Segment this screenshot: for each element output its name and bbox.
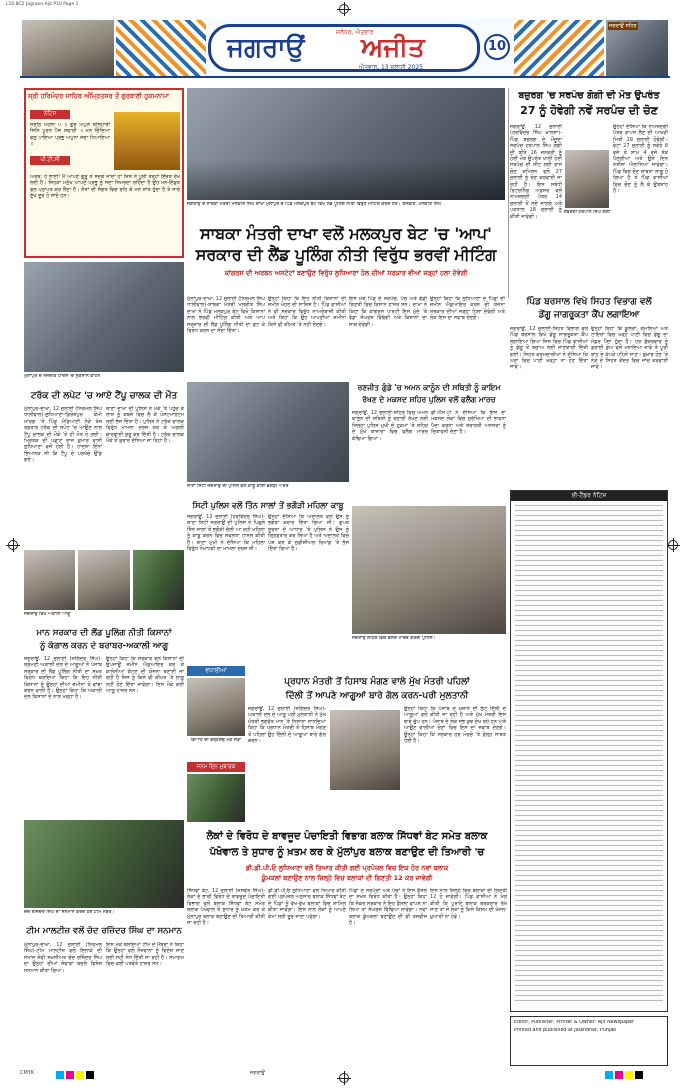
masthead-pattern-left	[116, 20, 206, 76]
flag-march-photo	[352, 506, 506, 634]
registration-mark-left	[8, 540, 18, 550]
color-swatch-black	[86, 1071, 94, 1079]
woman-story-col-2: ਉਨ੍ਹਾਂ ਦੱਸਿਆ ਕਿ ਅਦਾਲਤ ਵਲੋਂ ਉਸ ਨੂੰ ਭਗੌੜਾ ਕਰਾਰ ਦਿੱਤਾ ਗਿਆ ਸੀ। ਗੁਪਤ ਸੂਚਨਾ ਦੇ ਆਧਾਰ 'ਤੇ ਪੁਲਿਸ ਨੇ ਉਸ ਨੂੰ ਗ੍ਰਿਫ਼ਤਾਰ ਕਰ ਲਿਆ ਹੈ ਅਤੇ ਅਦਾਲਤ ਵਿਚ ਪੇਸ਼ ਕਰ ਕੇ ਜੁਡੀਸ਼ੀਅਲ ਰਿਮਾਂਡ 'ਤੇ ਭੇਜ ਦਿੱਤਾ ਗਿਆ ਹੈ।	[268, 514, 349, 553]
bottom-color-mode: CMYK	[20, 1070, 35, 1076]
pm-headline-1: ਪ੍ਰਧਾਨ ਮੰਤਰੀ ਤੋਂ ਹਿਸਾਬ ਮੰਗਣ ਵਾਲੇ ਮੁੱਖ ਮੰਤਰੀ ਪਹਿਲਾਂ	[284, 677, 470, 687]
tender-notice-header: ਈ-ਟੈਂਡਰ ਨੋਟਿਸ	[511, 491, 667, 501]
sarpanch-story-col-3: ਉਨ੍ਹਾਂ ਦੱਸਿਆ ਕਿ ਨਾਮਜ਼ਦਗੀ ਪੱਤਰ ਵਾਪਸ ਲੈਣ ਦੀ ਆਖ਼ਰੀ ਮਿਤੀ 19 ਜੁਲਾਈ ਹੋਵੇਗੀ। ਵੋਟਾਂ 27 ਜੁਲਾਈ ਨੂੰ ਸਵੇਰੇ 8 ਵਜੇ ਤੋਂ ਸ਼ਾਮ 4 ਵਜੇ ਤੱਕ ਪੈਣਗੀਆਂ ਅਤੇ ਉਸੇ ਦਿਨ ਨਤੀਜਾ ਐਲਾਨਿਆ ਜਾਵੇਗਾ। ਪਿੰਡ ਵਿਚ ਚੋਣ ਜ਼ਾਬਤਾ ਲਾਗੂ ਹੋ ਗਿਆ ਹੈ ਤੇ ਪਿੰਡ ਵਾਸੀਆਂ ਵਿਚ ਚੋਣ ਨੂੰ ਲੈ ਕੇ ਉਤਸ਼ਾਹ ਹੈ।	[613, 124, 668, 195]
masthead-title-right: ਅਜੀਤ	[361, 33, 425, 63]
imprint-line-1: Editor, Publisher, Printer & Owner: Ajit Newspaper	[514, 1020, 635, 1025]
dengue-headline-2: ਡੇਂਗੂ ਜਾਗਰੂਕਤਾ ਕੈਂਪ ਲਗਾਇਆ	[538, 310, 640, 320]
main-story-header	[187, 224, 505, 290]
block-headline-2: ਪੱਖੋਵਾਲ ਤੇ ਸੁਧਾਰ ਨੂੰ ਖ਼ਤਮ ਕਰ ਕੇ ਮੁੱਲਾਂਪੁਰ ਬਲਾਕ ਬਣਾਉਣ ਦੀ ਤਿਆਰੀ 'ਚ	[209, 847, 485, 858]
akali-leaders-photos	[24, 550, 184, 610]
block-subhead-1: ਡੀ.ਡੀ.ਪੀ.ਓ ਲੁਧਿਆਣਾ ਵਲੋਂ ਤਿਆਰ ਕੀਤੀ ਗਈ ਪ੍ਰਪੋਜ਼ਲ ਵਿਚ ਇਕ ਹੋਰ ਨਵਾਂ ਬਲਾਕ	[245, 864, 449, 872]
flag-march-col-1: ਜਗਰਾਉਂ, 12 ਜੁਲਾਈ-ਸ਼ਹਿਰ ਵਿਚ ਅਮਨ ਕਾਨੂੰਨ ਦੀ ਸਥਿਤੀ ਨੂੰ ਬਣਾਈ ਰੱਖਣ ਲਈ ਜ਼ਿਲ੍ਹਾ ਪੁਲਿਸ ਮੁਖੀ ਦੇ ਹੁਕਮਾਂ 'ਤੇ ਸ਼ਹਿਰ ਦੇ ਮੁੱਖ ਬਾਜ਼ਾਰਾਂ ਵਿਚ ਫਲੈਗ ਮਾਰਚ ਕੱਢਿਆ ਗਿਆ।	[352, 410, 428, 442]
hukamnama-title: ਸ੍ਰੀ ਹਰਿਮੰਦਰ ਸਾਹਿਬ ਅੰਮ੍ਰਿਤਸਰ ਤੋਂ ਗੁਰਬਾਣੀ ਹੁਕਮਨਾਮਾ	[28, 92, 170, 100]
block-story-col-3: ਪਿੰਡਾਂ ਦੇ ਸਰਪੰਚਾਂ ਅਤੇ ਪੰਚਾਂ ਨੇ ਇਸ ਫ਼ੈਸਲੇ ਦਾ ਸਖ਼ਤ ਵਿਰੋਧ ਕੀਤਾ ਹੈ। ਉਨ੍ਹਾਂ ਕਿਹਾ ਕਿ ਜੇਕਰ ਸਰਕਾਰ ਨੇ ਇਹ ਫ਼ੈਸਲਾ ਵਾਪਸ ਨਾ ਲਿਆ ਤਾਂ ਸੰਘਰਸ਼ ਵਿੱਢਿਆ ਜਾਵੇਗਾ। ਨਵਾਂ ਬਲਾਕ ਕੂੰਮਕਲਾਂ ਬਣਾਉਣ ਦੀ ਵੀ ਤਜਵੀਜ਼ ਹੈ।	[349, 888, 427, 927]
tender-notice-table	[515, 505, 663, 1005]
print-slug: L10 8C2 Jagraon-Ajit P10 Page 1	[6, 2, 79, 7]
greetings-caption: ਵਿਆਹ ਦੀ ਵਰ੍ਹੇਗੰਢ ਮੌਕੇ ਜੋੜਾ	[190, 738, 242, 743]
registration-mark-top	[339, 4, 349, 14]
akali-headline-1: ਮਾਨ ਸਰਕਾਰ ਦੀ ਲੈਂਡ ਪੂਲਿੰਗ ਨੀਤੀ ਕਿਸਾਨਾਂ	[36, 628, 172, 638]
greetings-photo	[187, 678, 245, 736]
flag-march-col-2: ਡੀ.ਐੱਸ.ਪੀ ਨੇ ਦੱਸਿਆ ਕਿ ਇਸ ਦਾ ਮਕਸਦ ਲੋਕਾਂ ਵਿਚ ਸੁਰੱਖਿਆ ਦੀ ਭਾਵਨਾ ਪੈਦਾ ਕਰਨਾ ਅਤੇ ਸ਼ਰਾਰਤੀ ਅਨਸਰਾਂ ਨੂੰ ਚਿਤਾਵਨੀ ਦੇਣਾ ਹੈ।	[431, 410, 506, 436]
color-swatch-cyan	[56, 1071, 64, 1079]
imprint-box	[510, 1016, 668, 1066]
dengue-story-col-1: ਜਗਰਾਉਂ, 12 ਜੁਲਾਈ-ਸਿਹਤ ਵਿਭਾਗ ਵਲੋਂ ਪਿੰਡ ਬਰਸਾਲ ਵਿਖੇ ਡੇਂਗੂ ਜਾਗਰੂਕਤਾ ਕੈਂਪ ਲਗਾਇਆ ਗਿਆ ਜਿਸ ਵਿਚ ਪਿੰਡ ਵਾਸੀਆਂ ਨੂੰ ਡੇਂਗੂ ਤੋਂ ਬਚਾਅ ਲਈ ਜਾਣਕਾਰੀ ਦਿੱਤੀ ਗਈ। ਸਿਹਤ ਕਰਮਚਾਰੀਆਂ ਨੇ ਦੱਸਿਆ ਕਿ ਘਰਾਂ ਵਿਚ ਪਾਣੀ ਖੜ੍ਹਾ ਨਾ ਹੋਣ ਦਿੱਤਾ ਜਾਵੇ।	[510, 326, 588, 371]
dengue-story-col-2: ਉਨ੍ਹਾਂ ਕਿਹਾ ਕਿ ਕੂਲਰਾਂ, ਗਮਲਿਆਂ ਅਤੇ ਟਾਇਰਾਂ ਵਿਚ ਖੜ੍ਹੇ ਪਾਣੀ ਵਿਚ ਡੇਂਗੂ ਦਾ ਮੱਛਰ ਪੈਦਾ ਹੁੰਦਾ ਹੈ। ਹਰ ਸ਼ੁੱਕਰਵਾਰ ਨੂੰ ਡਰਾਈ ਡੇਅ ਵਜੋਂ ਮਨਾਇਆ ਜਾਵੇ ਤੇ ਪੂਰੀ ਬਾਂਹ ਦੇ ਕੱਪੜੇ ਪਹਿਨੇ ਜਾਣ। ਬੁਖ਼ਾਰ ਹੋਣ 'ਤੇ ਨੇੜੇ ਦੇ ਸਿਹਤ ਕੇਂਦਰ ਵਿਚ ਜਾਂਚ ਕਰਵਾਈ ਜਾਵੇ।	[591, 326, 668, 371]
main-story-col-3: ਇਸ ਮੌਕੇ ਪਿੰਡ ਦੇ ਸਰਪੰਚ, ਪੰਚ ਅਤੇ ਵੱਡੀ ਗਿਣਤੀ ਵਿਚ ਕਿਸਾਨ ਹਾਜ਼ਰ ਸਨ। ਦਾਖਾ ਨੇ ਕਿਹਾ ਕਿ ਕਾਂਗਰਸ ਪਾਰਟੀ ਇਸ ਮੁੱਦੇ 'ਤੇ ਵੱਡਾ ਸੰਘਰਸ਼ ਵਿੱਢੇਗੀ ਅਤੇ ਕਿਸਾਨਾਂ ਦਾ ਸਾਥ ਦੇਵੇਗੀ।	[349, 296, 427, 328]
registration-mark-right	[668, 540, 678, 550]
bottom-print-strip	[20, 1068, 667, 1082]
woman-story-col-1: ਜਗਰਾਉਂ, 12 ਜੁਲਾਈ (ਹਰਵਿੰਦਰ ਸਿੰਘ)-ਥਾਣਾ ਸਿਟੀ ਜਗਰਾਉਂ ਦੀ ਪੁਲਿਸ ਨੇ ਪਿਛਲੇ ਤਿੰਨ ਸਾਲਾਂ ਤੋਂ ਭਗੌੜੀ ਚੱਲੀ ਆ ਰਹੀ ਮਹਿਲਾ ਨੂੰ ਕਾਬੂ ਕਰਨ ਵਿਚ ਸਫਲਤਾ ਹਾਸਲ ਕੀਤੀ ਹੈ। ਥਾਣਾ ਮੁਖੀ ਨੇ ਦੱਸਿਆ ਕਿ ਮਹਿਲਾ ਵਿਰੁੱਧ ਧੋਖਾਧੜੀ ਦਾ ਮਾਮਲਾ ਦਰਜ ਸੀ।	[187, 514, 265, 553]
block-subhead-2: ਕੂੰਮਕਲਾਂ ਬਣਾਉਣ ਨਾਲ ਜ਼ਿਲ੍ਹੇ ਵਿਚ ਬਲਾਕਾਂ ਦੀ ਗਿਣਤੀ 12 ਕਰ ਜਾਵੇਗੀ	[261, 874, 433, 882]
sarpanch-portrait	[565, 150, 609, 208]
masthead	[20, 18, 670, 78]
team-story-col-1: ਮੁੱਲਾਂਪੁਰ-ਦਾਖਾ, 12 ਜੁਲਾਈ (ਨਿਰਮਲ ਸਿੰਘ)-ਟੀਮ ਮਾਲਟੀਜ਼ ਵਲੋਂ ਇਲਾਕੇ ਦੀ ਸਮਾਜ ਸੇਵੀ ਸ਼ਖ਼ਸੀਅਤ ਚੰਦ ਰਜ਼ਿੰਦਰ ਸਿੰਘ ਦਾ ਉਨ੍ਹਾਂ ਦੀਆਂ ਸੇਵਾਵਾਂ ਬਦਲੇ ਵਿਸ਼ੇਸ਼ ਸਨਮਾਨ ਕੀਤਾ ਗਿਆ।	[24, 942, 102, 974]
masthead-date: ਐਤਵਾਰ, 13 ਜੁਲਾਈ 2025	[359, 64, 423, 71]
hukamnama-tag-notice: ਨੋਟਿਸ	[30, 110, 70, 119]
main-headline-2: ਸਰਕਾਰ ਦੀ ਲੈਂਡ ਪੂਲਿੰਗ ਨੀਤੀ ਵਿਰੁੱਧ ਭਰਵੀਂ ਮੀਟਿੰਗ	[195, 245, 497, 264]
page-number-badge: 10	[484, 34, 510, 60]
team-story-col-2: ਇਸ ਮੌਕੇ ਬੋਲਦਿਆਂ ਟੀਮ ਦੇ ਮੈਂਬਰਾਂ ਨੇ ਕਿਹਾ ਕਿ ਉਨ੍ਹਾਂ ਵਲੋਂ ਨੌਜਵਾਨਾਂ ਨੂੰ ਵਿਦੇਸ਼ ਜਾਣ ਲਈ ਸਹੀ ਸੇਧ ਦਿੱਤੀ ਜਾ ਰਹੀ ਹੈ। ਸਮਾਗਮ ਵਿਚ ਕਈ ਪਤਵੰਤੇ ਹਾਜ਼ਰ ਸਨ।	[106, 942, 184, 968]
police-arrest-photo	[187, 382, 349, 482]
birthday-label: ਜਨਮ ਦਿਨ ਮੁਬਾਰਕ	[187, 762, 245, 772]
masthead-title-box	[208, 24, 480, 72]
greetings-label: ਵਧਾਈਆਂ	[187, 666, 245, 676]
color-swatch-yellow	[76, 1071, 84, 1079]
masthead-right-photo	[606, 20, 668, 76]
main-story-col-2: ਉਨ੍ਹਾਂ ਕਿਹਾ ਕਿ ਇਹ ਨੀਤੀ ਕਿਸਾਨਾਂ ਦੀ ਜ਼ਮੀਨ ਖੋਹਣ ਦੀ ਸਾਜ਼ਿਸ਼ ਹੈ। ਪਿੰਡ ਵਾਸੀਆਂ ਨੇ ਵੀ ਸਰਕਾਰ ਵਿਰੁੱਧ ਨਾਅਰੇਬਾਜ਼ੀ ਕੀਤੀ ਅਤੇ ਕਿਹਾ ਕਿ ਉਹ ਆਪਣੀਆਂ ਜ਼ਮੀਨਾਂ ਕਿਸੇ ਵੀ ਕੀਮਤ 'ਤੇ ਨਹੀਂ ਦੇਣਗੇ।	[268, 296, 346, 328]
masthead-pattern-right	[514, 20, 604, 76]
tender-notice	[510, 490, 668, 1012]
team-headline: ਟੀਮ ਮਾਲਟੀਜ਼ ਵਲੋਂ ਚੰਦ ਰਜ਼ਿੰਦਰ ਸਿੰਘ ਦਾ ਸਨਮਾਨ	[26, 926, 182, 936]
akali-headline-2: ਨੂੰ ਕੰਗਾਲ ਕਰਨ ਦੇ ਬਰਾਬਰ-ਅਕਾਲੀ ਆਗੂ	[39, 641, 169, 651]
sarpanch-headline-2: 27 ਨੂੰ ਹੋਵੇਗੀ ਨਵੇਂ ਸਰਪੰਚ ਦੀ ਚੋਣ	[520, 104, 658, 117]
hukamnama-tag-ptc: ਪੀ.ਟੀ.ਸੀ	[30, 156, 70, 165]
block-story-col-4: ਇਸ ਨਾਲ ਜ਼ਿਲ੍ਹੇ ਵਿਚ ਬਲਾਕਾਂ ਦੀ ਗਿਣਤੀ 12 ਹੋ ਜਾਵੇਗੀ। ਪਿੰਡ ਵਾਸੀਆਂ ਨੇ ਮੰਗ ਕੀਤੀ ਕਿ ਪੁਰਾਣੇ ਬਲਾਕ ਬਰਕਰਾਰ ਰੱਖੇ ਜਾਣ ਤਾਂ ਜੋ ਲੋਕਾਂ ਨੂੰ ਕਿਸੇ ਕਿਸਮ ਦੀ ਖੱਜਲ-ਖ਼ੁਆਰੀ ਨਾ ਹੋਵੇ।	[430, 888, 507, 920]
group-photo-land-pooling	[187, 88, 505, 200]
bottom-edition: ਜਗਰਾਉਂ	[250, 1070, 265, 1076]
masthead-right-photo-caption: ਜਗਰਾਉਂ ਸ਼ਹਿਰ	[609, 23, 637, 29]
hukamnama-text-2: ਅਰਥ: ਹੇ ਭਾਈ! ਮੈਂ ਆਪਣੇ ਗੁਰੂ ਤੋਂ ਸਦਕੇ ਜਾਂਦਾ ਹਾਂ ਜਿਸ ਨੇ ਪੂਰੀ ਤਰ੍ਹਾਂ ਇੱਜ਼ਤ ਰੱਖ ਲਈ ਹੈ। ਜਿਹੜਾ ਮਨੁੱਖ ਆਪਣੇ ਪ੍ਰਭੂ ਨੂੰ ਸਦਾ ਸਿਮਰਦਾ ਰਹਿੰਦਾ ਹੈ ਉਹ ਮਨ-ਇੱਛਤ ਫਲ ਪ੍ਰਾਪਤ ਕਰ ਲੈਂਦਾ ਹੈ। ਸੰਤਾਂ ਦੀ ਸੰਗਤ ਵਿਚ ਰਹਿ ਕੇ ਮਨ ਸ਼ਾਂਤ ਹੁੰਦਾ ਹੈ ਤੇ ਸਾਰੇ ਦੁੱਖ ਦੂਰ ਹੋ ਜਾਂਦੇ ਹਨ।	[30, 174, 180, 200]
main-story-col-4: ਉਨ੍ਹਾਂ ਕਿਹਾ ਕਿ ਲੁਧਿਆਣਾ ਦੇ ਪਿੰਡਾਂ ਦੀ ਜ਼ਮੀਨ ਐਕੁਆਇਰ ਕਰਨ ਦੀ ਯੋਜਨਾ ਸਰਕਾਰ ਦੀਆਂ ਜੜ੍ਹਾਂ ਹਿਲਾ ਦੇਵੇਗੀ ਅਤੇ ਲੋਕ ਇਸ ਦਾ ਜਵਾਬ ਦੇਣਗੇ।	[430, 296, 505, 322]
sarpanch-story-col-1: ਜਗਰਾਉਂ, 12 ਜੁਲਾਈ (ਹਰਵਿੰਦਰ ਸਿੰਘ ਖ਼ਾਲਸਾ)-ਪਿੰਡ ਬਜ਼ੁਰਗ ਦੇ ਮੌਜੂਦਾ ਸਰਪੰਚ ਹਰਪਾਲ ਸਿੰਘ ਗੋਗੀ ਦੀ ਬੀਤੇ 16 ਜਨਵਰੀ ਨੂੰ ਹੋਈ ਮੌਤ ਉਪਰੰਤ ਖਾਲੀ ਹੋਈ ਸਰਪੰਚ ਦੀ ਸੀਟ ਲਈ ਰਾਜ ਚੋਣ ਕਮਿਸ਼ਨ ਵਲੋਂ 27 ਜੁਲਾਈ ਨੂੰ ਚੋਣ ਕਰਵਾਈ ਜਾ ਰਹੀ ਹੈ। ਇਸ ਸਬੰਧੀ ਰਿਟਰਨਿੰਗ ਅਫ਼ਸਰ ਵਲੋਂ ਨਾਮਜ਼ਦਗੀ ਪੱਤਰ 14 ਜੁਲਾਈ ਤੋਂ ਲਏ ਜਾਣਗੇ ਅਤੇ ਪੜਤਾਲ 18 ਜੁਲਾਈ ਨੂੰ ਕੀਤੀ ਜਾਵੇਗੀ।	[510, 124, 562, 220]
block-story-col-2: ਡੀ.ਡੀ.ਪੀ.ਓ ਲੁਧਿਆਣਾ ਵਲੋਂ ਤਿਆਰ ਕੀਤੀ ਗਈ ਪ੍ਰਪੋਜ਼ਲ ਅਨੁਸਾਰ ਬਲਾਕ ਸਿੱਧਵਾਂ ਬੇਟ ਦੇ ਪਿੰਡਾਂ ਨੂੰ ਵੱਖ-ਵੱਖ ਬਲਾਕਾਂ ਵਿਚ ਸ਼ਾਮਿਲ ਕੀਤਾ ਜਾਵੇਗਾ। ਇਸ ਨਾਲ ਲੋਕਾਂ ਨੂੰ ਆਪਣੇ ਕੰਮਾਂ ਲਈ ਦੂਰ ਜਾਣਾ ਪਵੇਗਾ।	[268, 888, 346, 920]
flag-march-headline-1: ਰਣਜੀਤ ਗੁੰਡੇ 'ਚ ਅਮਨ ਕਾਨੂੰਨ ਦੀ ਸਥਿਤੀ ਨੂੰ ਕਾਇਮ	[357, 383, 501, 392]
pm-story-portrait	[330, 710, 400, 790]
color-swatch-magenta	[66, 1071, 74, 1079]
masthead-title-left: ਜਗਰਾਉਂ	[227, 33, 305, 63]
pm-story-col-1: ਜਗਰਾਉਂ, 12 ਜੁਲਾਈ (ਜੋਗਿੰਦਰ ਸਿੰਘ)-ਅਕਾਲੀ ਦਲ ਦੇ ਆਗੂ ਪਰੀ ਮੁਲਤਾਨੀ ਨੇ ਮੁੱਖ ਮੰਤਰੀ ਭਗਵੰਤ ਮਾਨ 'ਤੇ ਨਿਸ਼ਾਨਾ ਸਾਧਦਿਆਂ ਕਿਹਾ ਕਿ ਪ੍ਰਧਾਨ ਮੰਤਰੀ ਤੋਂ ਹਿਸਾਬ ਮੰਗਣ ਤੋਂ ਪਹਿਲਾਂ ਉਹ ਦਿੱਲੀ ਦੇ ਆਗੂਆਂ ਬਾਰੇ ਗੱਲ ਕਰਨ।	[248, 706, 326, 745]
flag-march-caption: ਜਗਰਾਉਂ ਸ਼ਹਿਰ ਵਿਚ ਫਲੈਗ ਮਾਰਚ ਕਰਦੀ ਪੁਲਿਸ।	[352, 636, 436, 641]
woman-caption: ਥਾਣਾ ਸਿਟੀ ਜਗਰਾਉਂ ਦੀ ਪੁਲਿਸ ਵਲੋਂ ਕਾਬੂ ਕੀਤੀ ਭਗੌੜੀ ਔਰਤ	[187, 484, 289, 489]
accident-caption: ਮੁੱਲਾਂਪੁਰ ਦੇ ਨਜ਼ਦੀਕ ਹਾਦਸੇ 'ਚ ਨੁਕਸਾਨੇ ਵਾਹਨ	[24, 374, 101, 379]
sarpanch-headline-1: ਬਜ਼ੁਰਗ 'ਚ ਸਰਪੰਚ ਗੋਗੀ ਦੀ ਮੌਤ ਉਪਰੰਤ	[518, 90, 660, 101]
akali-caption: ਜਗਰਾਉਂ ਵਿਖੇ ਅਕਾਲੀ ਆਗੂ	[24, 612, 71, 617]
team-caption: ਚੰਦ ਰਜ਼ਿੰਦਰ ਸਿੰਘ ਦਾ ਸਨਮਾਨ ਕਰਦੇ ਹੋਏ ਟੀਮ ਮੈਂਬਰ।	[24, 910, 115, 915]
masthead-subtitle: ਜਲੰਧਰ, ਐਤਵਾਰ	[336, 29, 374, 36]
pm-story-col-3: ਉਨ੍ਹਾਂ ਕਿਹਾ ਕਿ ਪੰਜਾਬ ਦੇ ਖ਼ਜ਼ਾਨੇ ਦੀ ਲੁੱਟ ਦਿੱਲੀ ਦੇ ਆਗੂਆਂ ਵਲੋਂ ਕੀਤੀ ਜਾ ਰਹੀ ਹੈ ਅਤੇ ਮੁੱਖ ਮੰਤਰੀ ਇਸ ਬਾਰੇ ਚੁੱਪ ਹਨ। ਪੰਜਾਬ ਦੇ ਲੋਕ ਸਭ ਕੁਝ ਦੇਖ ਰਹੇ ਹਨ ਅਤੇ ਆਉਣ ਵਾਲੀਆਂ ਚੋਣਾਂ ਵਿਚ ਇਸ ਦਾ ਜਵਾਬ ਦੇਣਗੇ। ਉਨ੍ਹਾਂ ਕਿਹਾ ਕਿ ਸਰਕਾਰ ਹਰ ਮੋਰਚੇ 'ਤੇ ਫ਼ੇਲ੍ਹ ਸਾਬਤ ਹੋਈ ਹੈ।	[404, 706, 506, 745]
woman-headline: ਸਿਟੀ ਪੁਲਿਸ ਵਲੋਂ ਤਿੰਨ ਸਾਲਾਂ ਤੋਂ ਭਗੌੜੀ ਮਹਿਲਾ ਕਾਬੂ	[192, 501, 344, 510]
main-subhead: ਕਾਂਗਰਸ ਦੀ ਅਰਬਨ ਅਸਟੇਟਾਂ ਬਣਾਉਣ ਵਿਰੁੱਧ ਲੁਧਿਆਣਾ ਹੋਲ ਦੀਆਂ ਸਰਕਾਰ ਵੀਆਂ ਜੜ੍ਹਾਂ ਹਲਾ ਦੇਵੇਗੀ	[224, 269, 468, 277]
sarpanch-name: ਸਵਰਗੀ ਹਰਪਾਲ ਸਿੰਘ ਗੋਗੀ	[563, 210, 611, 215]
golden-temple-image	[114, 112, 180, 170]
column-rule	[508, 88, 509, 298]
main-story-col-1: ਮੁੱਲਾਂਪੁਰ-ਦਾਖਾ, 12 ਜੁਲਾਈ (ਨਿਰਮਲ ਸਿੰਘ ਧਾਲੀਵਾਲ)-ਸਾਬਕਾ ਮੰਤਰੀ ਮਲਕੀਤ ਸਿੰਘ ਦਾਖਾ ਨੇ ਪਿੰਡ ਮਲਕਪੁਰ ਬੇਟ ਵਿਖੇ ਕਿਸਾਨਾਂ ਨਾਲ ਭਰਵੀਂ ਮੀਟਿੰਗ ਕੀਤੀ ਅਤੇ ਆਪ ਸਰਕਾਰ ਦੀ ਲੈਂਡ ਪੂਲਿੰਗ ਨੀਤੀ ਦਾ ਡਟ ਕੇ ਵਿਰੋਧ ਕਰਨ ਦਾ ਸੱਦਾ ਦਿੱਤਾ।	[187, 296, 265, 335]
accident-story-col-2: ਥਾਣਾ ਦਾਖਾ ਦੀ ਪੁਲਿਸ ਨੇ ਮੌਕੇ 'ਤੇ ਪਹੁੰਚ ਕੇ ਲਾਸ਼ ਨੂੰ ਕਬਜ਼ੇ ਵਿਚ ਲੈ ਕੇ ਪੋਸਟਮਾਰਟਮ ਲਈ ਭੇਜ ਦਿੱਤਾ ਹੈ। ਪੁਲਿਸ ਨੇ ਟਰੱਕ ਚਾਲਕ ਵਿਰੁੱਧ ਮਾਮਲਾ ਦਰਜ ਕਰ ਕੇ ਅਗਲੀ ਕਾਰਵਾਈ ਸ਼ੁਰੂ ਕਰ ਦਿੱਤੀ ਹੈ। ਟਰੱਕ ਚਾਲਕ ਮੌਕੇ ਤੋਂ ਫ਼ਰਾਰ ਦੱਸਿਆ ਜਾ ਰਿਹਾ ਹੈ।	[106, 406, 184, 445]
block-story-col-1: ਸਿੱਧਵਾਂ ਬੇਟ, 12 ਜੁਲਾਈ (ਜਸਵੰਤ ਸਿੰਘ)-ਲੋਕਾਂ ਦੇ ਭਾਰੀ ਵਿਰੋਧ ਦੇ ਬਾਵਜੂਦ ਪੰਚਾਇਤੀ ਵਿਭਾਗ ਵਲੋਂ ਬਲਾਕ ਸਿੱਧਵਾਂ ਬੇਟ ਸਮੇਤ ਬਲਾਕ ਪੱਖੋਵਾਲ ਤੇ ਸੁਧਾਰ ਨੂੰ ਖ਼ਤਮ ਕਰ ਕੇ ਮੁੱਲਾਂਪੁਰ ਬਲਾਕ ਬਣਾਉਣ ਦੀ ਤਿਆਰੀ ਕੀਤੀ ਜਾ ਰਹੀ ਹੈ।	[187, 888, 265, 927]
akali-story-col-1: ਜਗਰਾਉਂ, 12 ਜੁਲਾਈ (ਜੋਗਿੰਦਰ ਸਿੰਘ)-ਸ਼੍ਰੋਮਣੀ ਅਕਾਲੀ ਦਲ ਦੇ ਆਗੂਆਂ ਨੇ ਪੰਜਾਬ ਸਰਕਾਰ ਦੀ ਲੈਂਡ ਪੂਲਿੰਗ ਨੀਤੀ ਦਾ ਸਖ਼ਤ ਵਿਰੋਧ ਕਰਦਿਆਂ ਕਿਹਾ ਕਿ ਇਹ ਨੀਤੀ ਕਿਸਾਨਾਂ ਨੂੰ ਉਨ੍ਹਾਂ ਦੀਆਂ ਜ਼ਮੀਨਾਂ ਤੋਂ ਵਾਂਝਾ ਕਰਨ ਵਾਲੀ ਹੈ। ਉਨ੍ਹਾਂ ਕਿਹਾ ਕਿ ਅਕਾਲੀ ਦਲ ਕਿਸਾਨਾਂ ਦੇ ਨਾਲ ਖੜ੍ਹਾ ਹੈ।	[24, 656, 102, 701]
group-photo-caption: ਜਗਰਾਉਂ ਦੇ ਸਾਬਕਾ ਮੰਤਰੀ ਮਲਕੀਤ ਸਿੰਘ ਦਾਖਾ ਮੁਲਾਂਪੁਰ ਦੇ ਪਿੰਡ ਮਲਕਪੁਰ ਬੇਟ ਵਿਖੇ ਲੈਂਡ ਪੂਲਿੰਗ ਨੀਤੀ ਵਿਰੁੱਧ ਮੀਟਿੰਗ ਕਰਦੇ ਹੋਏ। ਤਸਵੀਰ: ਮਲਕੀਤ ਸਿੰਘ	[187, 202, 442, 207]
pm-headline-2: ਦਿੱਲੀ ਤੋਂ ਆਪਣੇ ਆਗੂਆਂ ਬਾਰੇ ਗੱਲ ਕਰਨ-ਪਰੀ ਮੁਲਤਾਨੀ	[285, 691, 469, 701]
dengue-headline-1: ਪਿੰਡ ਬਰਸਾਲ ਵਿਖੇ ਸਿਹਤ ਵਿਭਾਗ ਵਲੋਂ	[526, 297, 652, 307]
accident-photo	[24, 262, 184, 372]
masthead-left-photo	[22, 20, 114, 76]
main-headline-1: ਸਾਬਕਾ ਮੰਤਰੀ ਦਾਖਾ ਵਲੋਂ ਮਲਕਪੁਰ ਬੇਟ 'ਚ 'ਆਪ'	[200, 224, 492, 243]
flag-march-headline-2: ਰੱਖਣ ਦੇ ਮਕਸਦ ਸ਼ਹਿਰ ਪੁਲਿਸ ਵਲੋਂ ਫਲੈਗ ਮਾਰਚ	[362, 395, 496, 404]
accident-headline: ਟਰੱਕ ਦੀ ਲਪੇਟ 'ਚ ਆਏ ਟੈਂਪੂ ਚਾਲਕ ਦੀ ਮੌਤ	[30, 391, 178, 401]
imprint-line-2: Printed and published at Jalandhar, Punjab	[514, 1027, 617, 1033]
team-photo	[24, 820, 184, 908]
hukamnama-box	[24, 88, 184, 258]
akali-story-col-2: ਉਨ੍ਹਾਂ ਕਿਹਾ ਕਿ ਸਰਕਾਰ ਵਲੋਂ ਕਿਸਾਨਾਂ ਦੀ ਉਪਜਾਊ ਜ਼ਮੀਨ ਐਕੁਆਇਰ ਕਰ ਕੇ ਕਾਲੋਨੀਆਂ ਕੱਟਣ ਦੀ ਯੋਜਨਾ ਬਣਾਈ ਜਾ ਰਹੀ ਹੈ ਜਿਸ ਨੂੰ ਕਿਸੇ ਵੀ ਕੀਮਤ 'ਤੇ ਲਾਗੂ ਨਹੀਂ ਹੋਣ ਦਿੱਤਾ ਜਾਵੇਗਾ। ਇਸ ਮੌਕੇ ਕਈ ਆਗੂ ਹਾਜ਼ਰ ਸਨ।	[106, 656, 184, 695]
hukamnama-text-1: ਸੋਰਠਿ ਮਹਲਾ ੫ ॥ ਗੁਰ ਅਪੁਨੇ ਬਲਿਹਾਰੀ ਜਿਨਿ ਪੂਰਨ ਪੈਜ ਸਵਾਰੀ ॥ ਮਨ ਚਿੰਦਿਆ ਫਲੁ ਪਾਇਆ ਪ੍ਰਭੁ ਅਪੁਨਾ ਸਦਾ ਧਿਆਇਆ ॥	[30, 122, 110, 148]
birthday-photo	[187, 774, 245, 822]
block-headline-1: ਲੋਕਾਂ ਦੇ ਵਿਰੋਧ ਦੇ ਬਾਵਜੂਦ ਪੰਚਾਇਤੀ ਵਿਭਾਗ ਬਲਾਕ ਸਿੱਧਵਾਂ ਬੇਟ ਸਮੇਤ ਬਲਾਕ	[206, 831, 488, 842]
accident-story-col-1: ਮੁੱਲਾਂਪੁਰ-ਦਾਖਾ, 12 ਜੁਲਾਈ (ਨਿਰਮਲ ਸਿੰਘ ਧਾਲੀਵਾਲ)-ਲੁਧਿਆਣਾ-ਫ਼ਿਰੋਜ਼ਪੁਰ ਕੌਮੀ ਮਾਰਗ 'ਤੇ ਪਿੰਡ ਮੰਡਿਆਣੀ ਨੇੜੇ ਤੇਜ਼ ਰਫ਼ਤਾਰ ਟਰੱਕ ਦੀ ਲਪੇਟ 'ਚ ਆਉਣ ਨਾਲ ਟੈਂਪੂ ਚਾਲਕ ਦੀ ਮੌਕੇ 'ਤੇ ਹੀ ਮੌਤ ਹੋ ਗਈ। ਮ੍ਰਿਤਕ ਦੀ ਪਛਾਣ ਰਾਜ ਕੁਮਾਰ ਵਾਸੀ ਲੁਧਿਆਣਾ ਵਜੋਂ ਹੋਈ ਹੈ। ਹਾਦਸਾ ਇੰਨਾ ਭਿਆਨਕ ਸੀ ਕਿ ਟੈਂਪੂ ਦੇ ਪਰਖੱਚੇ ਉੱਡ ਗਏ।	[24, 406, 102, 464]
